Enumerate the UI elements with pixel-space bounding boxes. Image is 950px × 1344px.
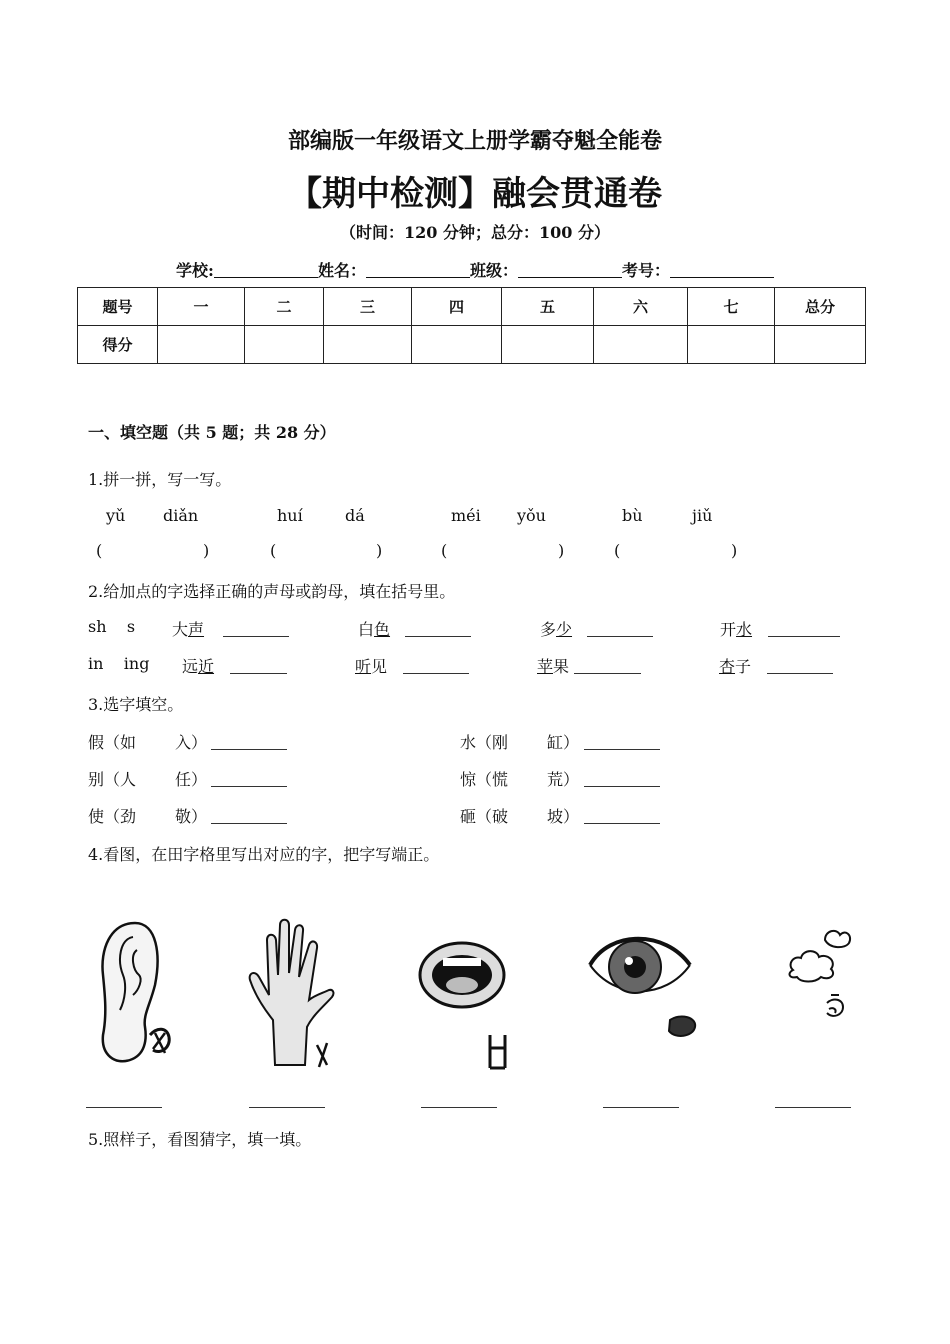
answer-line[interactable]	[584, 772, 660, 787]
q2-char: 开	[720, 620, 737, 639]
q2-item	[355, 654, 387, 677]
answer-line[interactable]	[584, 735, 660, 750]
class-blank[interactable]	[518, 261, 622, 278]
picture-answer-line[interactable]	[249, 1107, 325, 1108]
q3-option-b: 敬）	[175, 807, 208, 826]
school-label: 学校:	[176, 261, 214, 280]
options-in-ing: in ing	[88, 654, 150, 673]
pinyin: yǒu	[517, 506, 546, 525]
q2-item	[720, 617, 752, 640]
q2-dotted-char: 近	[198, 657, 215, 676]
score-cell[interactable]	[158, 326, 245, 364]
score-cell[interactable]	[245, 326, 324, 364]
q3-option-b: 荒）	[547, 770, 580, 789]
q2-item	[358, 617, 390, 640]
answer-line[interactable]	[405, 622, 471, 637]
q2-dotted-char: 声	[188, 620, 205, 639]
q2-char: 远	[182, 657, 199, 676]
exam-number-blank[interactable]	[670, 261, 774, 278]
q2-dotted-char: 苹	[537, 657, 554, 676]
exam-number-label: 考号：	[621, 261, 670, 280]
eye-picture	[585, 925, 700, 1045]
picture-answer-line[interactable]	[421, 1107, 497, 1108]
score-table	[77, 287, 866, 364]
pinyin: huí	[277, 506, 303, 525]
q3-option-a: 砸（破	[460, 807, 509, 826]
ear-picture	[95, 915, 175, 1075]
q2-item	[172, 617, 204, 640]
mouth-picture	[415, 930, 510, 1070]
table-cell: 四	[412, 288, 502, 326]
q2-char: 白	[358, 620, 375, 639]
cloud-picture	[785, 925, 855, 1035]
table-cell: 七	[688, 288, 775, 326]
answer-bracket-open: (	[270, 541, 277, 560]
answer-line[interactable]	[211, 735, 287, 750]
page-title: 【期中检测】融会贯通卷	[288, 174, 662, 214]
q3-option-a: 假（如	[88, 733, 137, 752]
time-info: （时间：120 分钟；总分：100 分）	[340, 223, 610, 242]
q2-char: 大	[172, 620, 189, 639]
q2-item	[182, 654, 214, 677]
q3-option-b: 缸）	[547, 733, 580, 752]
picture-answer-line[interactable]	[86, 1107, 162, 1108]
score-cell[interactable]	[412, 326, 502, 364]
q2-char: 果	[553, 657, 570, 676]
q3-option-a: 使（劲	[88, 807, 137, 826]
answer-line[interactable]	[768, 622, 840, 637]
pinyin: méi	[451, 506, 481, 525]
score-cell[interactable]	[775, 326, 866, 364]
q2-char: 见	[371, 657, 388, 676]
q2-dotted-char: 色	[374, 620, 391, 639]
answer-line[interactable]	[223, 622, 289, 637]
name-label: 姓名：	[317, 261, 366, 280]
q3-option-b: 任）	[175, 770, 208, 789]
answer-bracket-close: )	[558, 541, 565, 560]
score-cell[interactable]	[324, 326, 412, 364]
q3-option-b: 入）	[175, 733, 208, 752]
q2-dotted-char: 听	[355, 657, 372, 676]
answer-bracket-open: (	[441, 541, 448, 560]
answer-bracket-close: )	[376, 541, 383, 560]
question-2-prompt: 2.给加点的字选择正确的声母或韵母，填在括号里。	[88, 582, 456, 601]
answer-line[interactable]	[211, 772, 287, 787]
q2-item	[719, 654, 751, 677]
table-cell: 得分	[78, 326, 158, 364]
table-cell: 五	[502, 288, 594, 326]
answer-line[interactable]	[584, 809, 660, 824]
answer-bracket-close: )	[203, 541, 210, 560]
answer-bracket-open: (	[614, 541, 621, 560]
answer-line[interactable]	[587, 622, 653, 637]
q2-char: 子	[735, 657, 752, 676]
q3-option-a: 别（人	[88, 770, 137, 789]
section-1-title: 一、填空题（共 5 题；共 28 分）	[88, 423, 336, 442]
pinyin: bù	[622, 506, 643, 525]
table-cell: 二	[245, 288, 324, 326]
answer-line[interactable]	[211, 809, 287, 824]
pinyin: yǔ	[106, 506, 126, 525]
school-blank[interactable]	[214, 261, 318, 278]
subtitle: 部编版一年级语文上册学霸夺魁全能卷	[287, 129, 662, 154]
q2-dotted-char: 少	[556, 620, 573, 639]
table-cell: 总分	[775, 288, 866, 326]
class-label: 班级：	[469, 261, 518, 280]
q2-dotted-char: 杏	[719, 657, 736, 676]
q2-dotted-char: 水	[736, 620, 753, 639]
score-cell[interactable]	[594, 326, 688, 364]
q3-option-a: 惊（慌	[460, 770, 509, 789]
question-5-prompt: 5.照样子，看图猜字，填一填。	[88, 1130, 312, 1149]
hand-picture	[245, 915, 340, 1075]
pinyin: diǎn	[163, 506, 199, 525]
table-cell: 六	[594, 288, 688, 326]
picture-answer-line[interactable]	[603, 1107, 679, 1108]
question-1-prompt: 1.拼一拼，写一写。	[88, 470, 232, 489]
table-cell: 一	[158, 288, 245, 326]
q3-option-a: 水（刚	[460, 733, 509, 752]
score-table-score-row	[78, 326, 866, 364]
q3-option-b: 坡）	[547, 807, 580, 826]
score-cell[interactable]	[688, 326, 775, 364]
q2-item	[540, 617, 572, 640]
pinyin: jiǔ	[692, 506, 713, 525]
answer-bracket-close: )	[731, 541, 738, 560]
pinyin: dá	[345, 506, 365, 525]
student-info	[0, 258, 950, 281]
q2-item	[537, 654, 569, 677]
options-sh-s: sh s	[88, 617, 136, 636]
question-4-prompt: 4.看图，在田字格里写出对应的字，把字写端正。	[88, 845, 440, 864]
answer-bracket-open: (	[96, 541, 103, 560]
table-cell: 三	[324, 288, 412, 326]
answer-line[interactable]	[574, 659, 641, 674]
answer-line[interactable]	[403, 659, 469, 674]
score-cell[interactable]	[502, 326, 594, 364]
q2-char: 多	[540, 620, 557, 639]
picture-answer-line[interactable]	[775, 1107, 851, 1108]
score-table-header-row	[78, 288, 866, 326]
question-3-prompt: 3.选字填空。	[88, 695, 184, 714]
table-cell: 题号	[78, 288, 158, 326]
answer-line[interactable]	[767, 659, 833, 674]
answer-line[interactable]	[230, 659, 287, 674]
name-blank[interactable]	[366, 261, 470, 278]
